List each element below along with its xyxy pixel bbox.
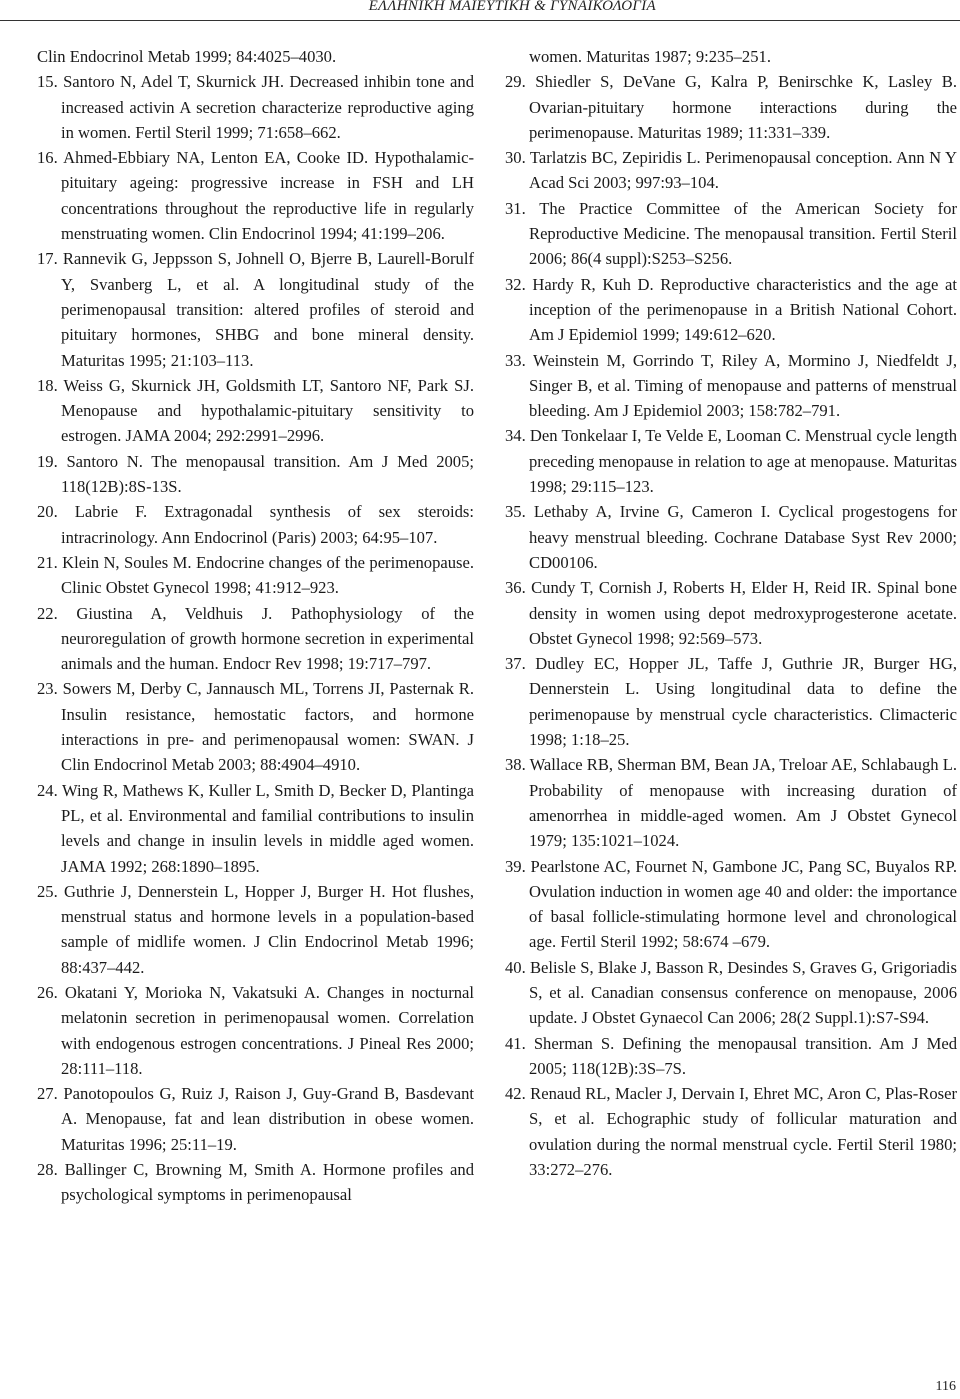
reference-34: 34. Den Tonkelaar I, Te Velde E, Looman C. Menstrual cycle length preceding menopause in relation to age at menopause. Maturitas 1998; 29:115–123.: [505, 426, 957, 497]
reference-30: 30. Tarlatzis BC, Zepiridis L. Perimenopausal conception. Ann N Y Acad Sci 2003; 997:93–104.: [505, 148, 957, 193]
reference-42: 42. Renaud RL, Macler J, Dervain I, Ehret MC, Aron C, Plas-Roser S, et al. Echographic study of follicular maturation and ovulation during the normal menstrual cycle. Fertil Steril 1980; 33:272–276.: [505, 1084, 957, 1180]
left-column: [37, 44, 474, 1208]
reference-28: 28. Ballinger C, Browning M, Smith A. Hormone profiles and psychological symptoms in perimenopausal: [37, 1160, 474, 1205]
reference-19: 19. Santoro N. The menopausal transition. Am J Med 2005; 118(12B):8S-13S.: [37, 451, 474, 497]
journal-title: ΕΛΛΗΝΙΚΗ ΜΑΙΕΥΤΙΚΗ & ΓΥΝΑΙΚΟΛΟΓΙΑ: [368, 0, 656, 14]
reference-31: 31. The Practice Committee of the American Society for Reproductive Medicine. The menopausal transition. Fertil Steril 2006; 86(4 suppl):S253–S256.: [505, 198, 957, 269]
reference-39: 39. Pearlstone AC, Fournet N, Gambone JC, Pang SC, Buyalos RP. Ovulation induction in women age 40 and older: the importance of basal follicle-stimulating hormone level and chronological age. Fertil Steril 1992; 58:674 –679.: [505, 856, 957, 952]
reference-15: 15. Santoro N, Adel T, Skurnick JH. Decreased inhibin tone and increased activin A secretion characterize reproductive aging in women. Fertil Steril 1999; 71:658–662.: [37, 72, 474, 142]
reference-40: 40. Belisle S, Blake J, Basson R, Desindes S, Graves G, Grigoriadis S, et al. Canadian consensus conference on menopause, 2006 update. J Obstet Gynaecol Can 2006; 28(2 Suppl.1):S7-S94.: [505, 957, 957, 1028]
reference-26: 26. Okatani Y, Morioka N, Vakatsuki A. Changes in nocturnal melatonin secretion in perimenopausal women. Correlation with endogenous estrogen concentrations. J Pineal Res 2000; 28:111–118.: [37, 982, 474, 1078]
reference-25: 25. Guthrie J, Dennerstein L, Hopper J, Burger H. Hot flushes, menstrual status and hormone levels in a population-based sample of midlife women. J Clin Endocrinol Metab 1996; 88:437–442.: [37, 881, 474, 977]
reference-33: 33. Weinstein M, Gorrindo T, Riley A, Mormino J, Niedfeldt J, Singer B, et al. Timing of menopause and patterns of menstrual bleeding. Am J Epidemiol 2003; 158:782–791.: [505, 350, 957, 421]
reference-32: 32. Hardy R, Kuh D. Reproductive characteristics and the age at inception of the perimenopause in a British National Cohort. Am J Epidemiol 1999; 149:612–620.: [505, 274, 957, 345]
reference-24: 24. Wing R, Mathews K, Kuller L, Smith D, Becker D, Plantinga PL, et al. Environmental and familial contributions to insulin levels and change in insulin levels in middle aged women. JAMA 1992; 268:1890–1895.: [37, 780, 474, 876]
right-column: [505, 44, 957, 1182]
reference-23: 23. Sowers M, Derby C, Jannausch ML, Torrens JI, Pasternak R. Insulin resistance, hemostatic factors, and hormone interactions in pre- and perimenopausal women: SWAN. J Clin Endocrinol Metab 2003; 88:4904–4910.: [37, 679, 474, 775]
reference-27: 27. Panotopoulos G, Ruiz J, Raison J, Guy-Grand B, Basdevant A. Menopause, fat and lean distribution in obese women. Maturitas 1996; 25:11–19.: [37, 1084, 474, 1154]
reference-41: 41. Sherman S. Defining the menopausal transition. Am J Med 2005; 118(12B):3S–7S.: [505, 1033, 957, 1078]
reference-continuation: women. Maturitas 1987; 9:235–251.: [529, 47, 771, 66]
reference-continuation: Clin Endocrinol Metab 1999; 84:4025–4030.: [37, 47, 337, 66]
reference-35: 35. Lethaby A, Irvine G, Cameron I. Cyclical progestogens for heavy menstrual bleeding. Cochrane Database Syst Rev 2000; CD00106.: [505, 502, 957, 572]
reference-18: 18. Weiss G, Skurnick JH, Goldsmith LT, Santoro NF, Park SJ. Menopause and hypothalamic-pituitary sensitivity to estrogen. JAMA 2004; 292:2991–2996.: [37, 375, 474, 446]
reference-36: 36. Cundy T, Cornish J, Roberts H, Elder H, Reid IR. Spinal bone density in women using depot medroxyprogesterone acetate. Obstet Gynecol 1998; 92:569–573.: [505, 578, 957, 648]
header-rule: [0, 20, 960, 21]
reference-37: 37. Dudley EC, Hopper JL, Taffe J, Guthrie JR, Burger HG, Dennerstein L. Using longitudinal data to define the perimenopause by menstrual cycle characteristics. Climacteric 1998; 1:18–25.: [505, 654, 957, 750]
reference-17: 17. Rannevik G, Jeppsson S, Johnell O, Bjerre B, Laurell-Borulf Y, Svanberg L, et al. A longitudinal study of the perimenopausal transition: altered profiles of steroid and pituitary hormones, SHBG and bone mineral density. Maturitas 1995; 21:103–113.: [37, 249, 474, 370]
reference-21: 21. Klein N, Soules M. Endocrine changes of the perimenopause. Clinic Obstet Gynecol 1998; 41:912–923.: [37, 552, 474, 598]
reference-22: 22. Giustina A, Veldhuis J. Pathophysiology of the neuroregulation of growth hormone secretion in experimental animals and the human. Endocr Rev 1998; 19:717–797.: [37, 603, 474, 674]
reference-29: 29. Shiedler S, DeVane G, Kalra P, Benirschke K, Lasley B. Ovarian-pituitary hormone interactions during the perimenopause. Maturitas 1989; 11:331–339.: [505, 72, 957, 142]
reference-16: 16. Ahmed-Ebbiary NA, Lenton EA, Cooke ID. Hypothalamic-pituitary ageing: progressive increase in FSH and LH concentrations throughout the reproductive life in regularly menstruating women. Clin Endocrinol 1994; 41:199–206.: [37, 148, 474, 244]
page-number: 116: [935, 1379, 956, 1394]
reference-20: 20. Labrie F. Extragonadal synthesis of sex steroids: intracrinology. Ann Endocrinol (Paris) 2003; 64:95–107.: [37, 502, 474, 547]
journal-header: [0, 0, 960, 34]
reference-38: 38. Wallace RB, Sherman BM, Bean JA, Treloar AE, Schlabaugh L. Probability of menopause with increasing duration of amenorrhea in middle-aged women. Am J Obstet Gynecol 1979; 135:1021–1024.: [505, 755, 957, 851]
